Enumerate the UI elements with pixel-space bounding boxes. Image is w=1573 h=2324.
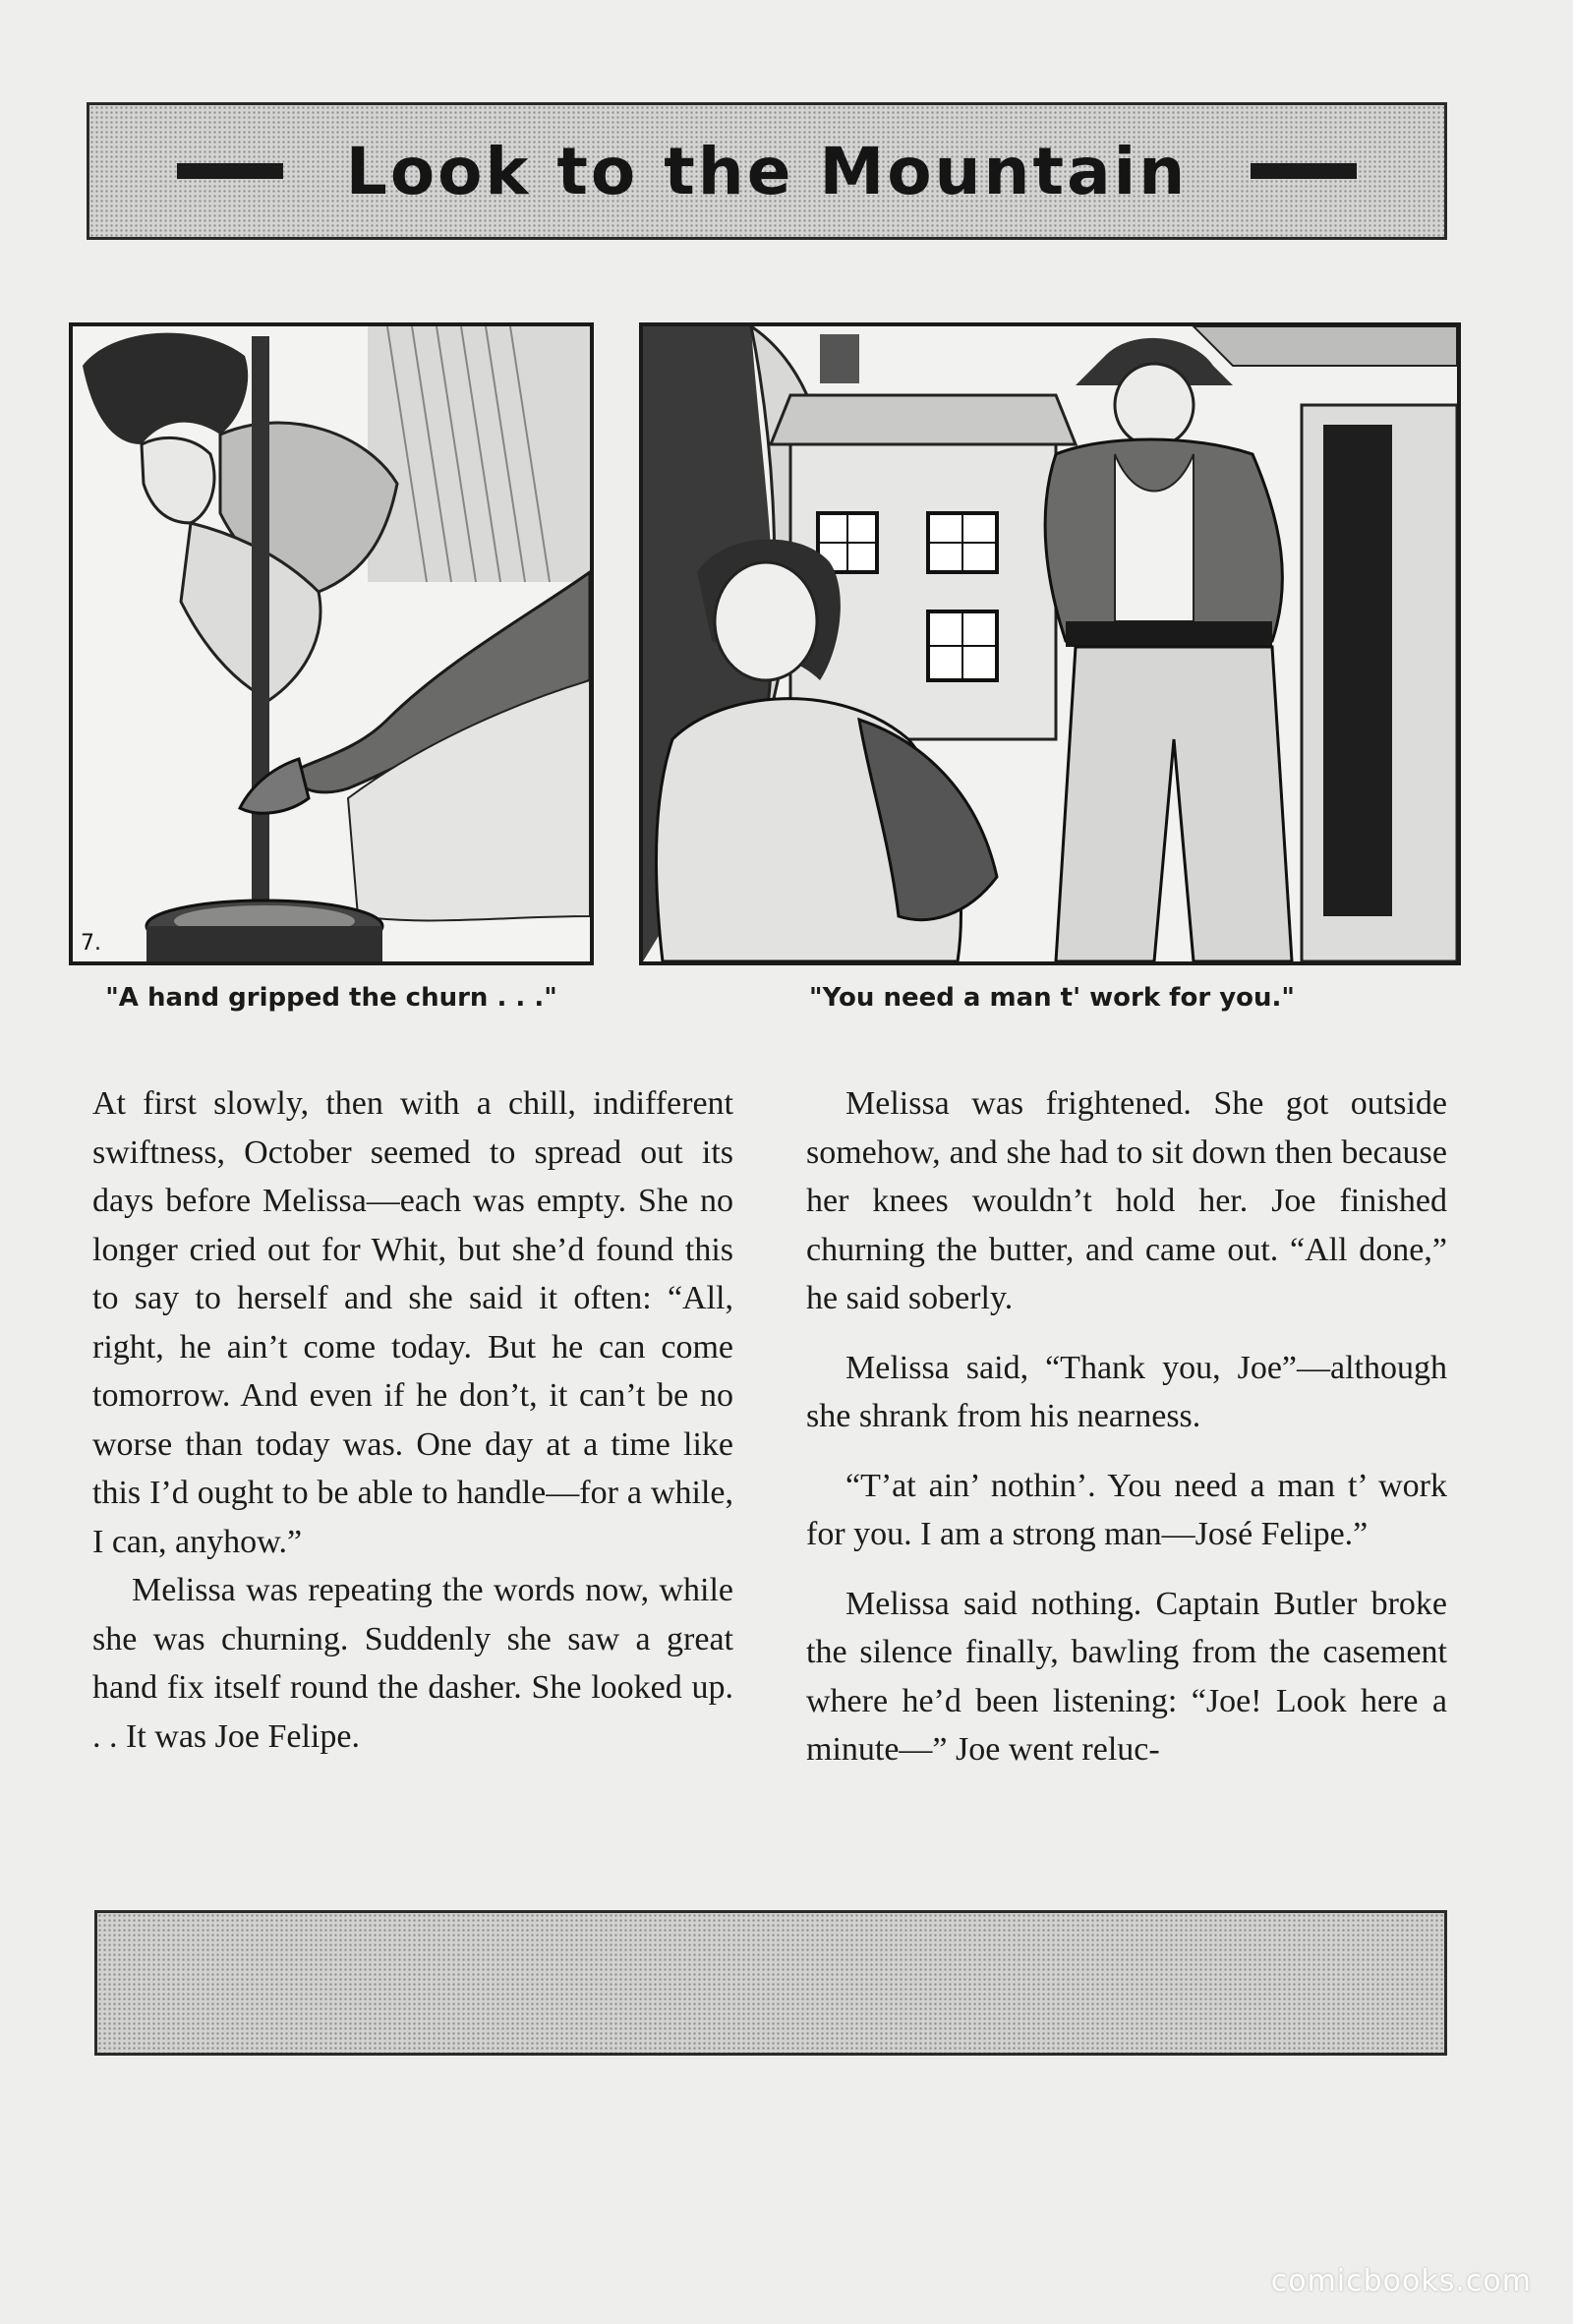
paragraph: Melissa was repeating the words now, while she was churning. Suddenly she saw a great hand fix itself round the dasher. She looked up. . . It was Joe Felipe. — [92, 1572, 733, 1755]
paragraph: “T’at ain’ nothin’. You need a man t’ work for you. I am a strong man—José Felipe.” — [806, 1467, 1447, 1552]
paragraph: Melissa said nothing. Captain Butler broke the silence finally, bawling from the casement where he’d been listening: “Joe! Look here a minute—” Joe went reluc- — [806, 1585, 1447, 1768]
watermark: comicbooks.com — [1270, 2264, 1532, 2298]
title-dash-right — [1251, 163, 1357, 179]
title-banner — [87, 102, 1447, 240]
paragraph: Melissa said, “Thank you, Joe”—although she shrank from his nearness. — [806, 1349, 1447, 1434]
text-column-left — [92, 1079, 733, 1761]
panel-number: 7. — [81, 931, 101, 956]
joe-felipe-illustration — [643, 326, 1457, 961]
title-dash-left — [177, 163, 283, 179]
panel-caption-joe: "You need a man t' work for you." — [809, 983, 1295, 1013]
panel-caption-churn: "A hand gripped the churn . . ." — [105, 983, 557, 1013]
bottom-shaded-box — [94, 1910, 1447, 2056]
paragraph: At first slowly, then with a chill, indifferent swiftness, October seemed to spread out its days before Melissa—each was empty. She no longer cried out for Whit, but she’d found this to say to herself and she said it often: “All, right, he ain’t come today. But he can come tomorrow. And even if he don’t, it can’t be no worse than today was. One day at a time like this I’d ought to be able to handle—for a while, I can, anyhow.” — [92, 1085, 733, 1560]
illustration-panel-churn — [69, 322, 594, 965]
page-title: Look to the Mountain — [345, 133, 1189, 209]
paragraph: Melissa was frightened. She got outside somehow, and she had to sit down then because her knees wouldn’t hold her. Joe finished churning the butter, and came out. “All done,” he said soberly. — [806, 1085, 1447, 1316]
illustration-panel-joe — [639, 322, 1461, 965]
churn-illustration — [73, 326, 590, 961]
text-column-right — [806, 1079, 1447, 1795]
